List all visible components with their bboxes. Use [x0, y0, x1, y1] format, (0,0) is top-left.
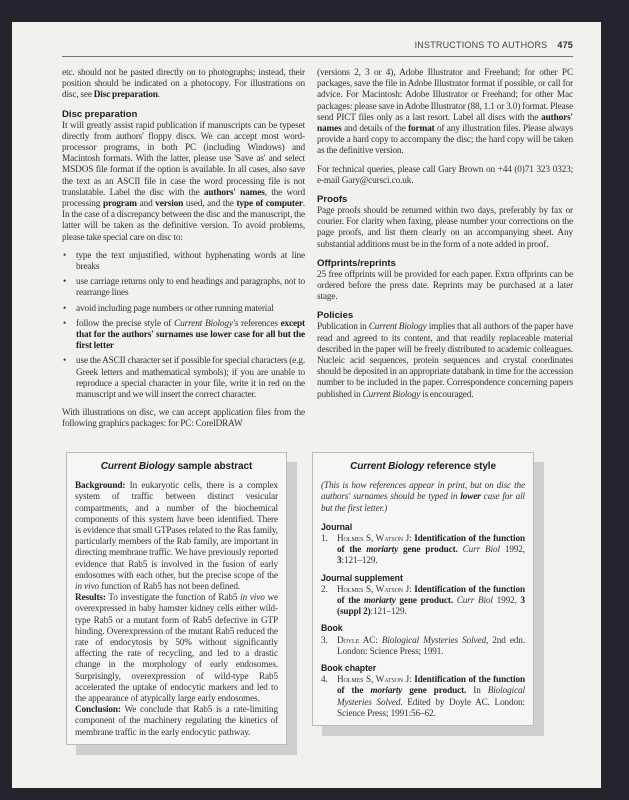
- bullet-item: [62, 304, 305, 315]
- reference-number: 2.: [321, 583, 328, 594]
- bullet-item: [62, 251, 305, 273]
- italic-text: Biological Mysteries Solved: [381, 634, 486, 645]
- text-run: Doyle AC: [337, 634, 376, 645]
- abstract-paragraph: [75, 704, 278, 738]
- bold-text: Background:: [75, 480, 126, 491]
- section-heading: [317, 194, 573, 206]
- text-run: we overexpressed in baby hamster kidney cells either wild-type Rab5 or a mutant form of Rab5 defective in GTP binding. Overexpression of the mutant Rab5 reduced the rate of endocytosis by 50% without significantly affecting the rate of recycling, and led to a drastic change in the morphology of early endosomes. Surprisingly, overexpression of wild-type Rab5 accelerated the uptake of endocytic markers and led to the appearance of atypically large early endosomes.: [75, 592, 278, 704]
- abstract-box-title: [75, 461, 278, 472]
- paragraph: [317, 68, 573, 158]
- text-run: :: [409, 583, 415, 594]
- text-run: 1992,: [492, 595, 521, 606]
- text-run: In eukaryotic cells, there is a complex system of traffic between distinct vesicular compartments, and a number of the biochemical components of this system have been identified. There is evidence that small GTPases related to the Ras family, particularly members of the Rab family, are important in directing membrane traffic. We have previously reported evidence that Rab5 is involved in the fusion of early endosomes with each other, but the precise scope of the: [75, 480, 278, 580]
- reference-type-heading: Journal: [321, 521, 353, 532]
- reference-type-heading: Book: [321, 623, 343, 634]
- bold-text: format: [408, 124, 435, 135]
- paragraph: [62, 121, 305, 244]
- text-run: Page proofs should be returned within two days, preferably by fax or courier. For clarity when faxing, please number your corrections on the page proofs, and list them clearly on an accompanying sheet. Any substantial additions must be in the form of a note added in proof.: [317, 206, 573, 250]
- text-run: (versions 2, 3 or 4), Adobe Illustrator and Freehand; for other PC packages, save the file in Adobe Illustrator format if possible, or call for advice. For Macintosh: Adobe Illustrator or Freehand; for other Mac packages: please save in Adobe Illustrator (88, 1.1 or 3.0) format. Please send PICT files only as a last resort. Label all discs with the: [317, 68, 573, 123]
- bold-text: Conclusion:: [75, 704, 121, 715]
- italic-text: Current Biology: [368, 322, 427, 333]
- bold-text: Identification of the function of the: [337, 674, 525, 696]
- paragraph: [317, 206, 573, 251]
- reference-box-title: [321, 461, 525, 472]
- bold-text: Identification of the function of the: [337, 583, 525, 606]
- text-run: type the text unjustified, without hyphenating words at line breaks: [76, 250, 305, 273]
- text-run: .: [157, 90, 160, 101]
- section-heading: [317, 310, 573, 322]
- text-run: , the word processing: [62, 187, 305, 210]
- bullet-item: [62, 277, 305, 299]
- title-journal-name: Current Biology: [350, 461, 425, 472]
- text-run: . In the case of a discrepancy between the disc and the manuscript, the latter will be taken as the definitive version. To avoid problems, please take special care on disc to:: [62, 199, 305, 243]
- text-run: case for all but the first letter.): [321, 491, 526, 513]
- text-run: Proofs: [317, 194, 348, 206]
- bold-text: lower: [460, 491, 481, 502]
- text-run: Holmes S, Watson J: [337, 674, 410, 685]
- section-heading: [317, 258, 573, 270]
- italic-text: Curr Biol: [456, 595, 493, 606]
- reference-sections: [321, 522, 525, 719]
- reference-note: [321, 480, 525, 514]
- abstract-body: [75, 480, 278, 738]
- text-run: :: [409, 533, 415, 544]
- text-run: use carriage returns only to end headings and paragraphs, not to rearrange lines: [76, 277, 305, 299]
- bullet-list: [62, 251, 305, 401]
- text-run: Policies: [317, 310, 354, 322]
- bold-text: 3: [337, 555, 342, 566]
- text-run: To investigate the function of Rab5: [105, 592, 241, 603]
- text-run: and: [136, 199, 156, 210]
- bold-text: except that for the authors' surnames use lower case for all but the first letter: [76, 318, 305, 352]
- right-column: [317, 68, 573, 408]
- reference-number: 1.: [321, 533, 328, 544]
- reference-type-heading: Journal supplement: [321, 572, 403, 583]
- text-run: :: [375, 634, 382, 645]
- text-run: use the ASCII character set if possible for special characters (e.g. Greek letters and mathematical symbols); if you are unable to reproduce a special character in your file, write it in red on the manuscript and we will insert the correct character.: [76, 356, 305, 401]
- italic-text: Current Biology's: [174, 318, 239, 329]
- page-number: 475: [557, 40, 573, 50]
- bold-text: version: [155, 199, 184, 210]
- title-rest: sample abstract: [174, 461, 253, 472]
- text-run: etc. should not be pasted directly on to photographs; instead, their position should be indicated on a photocopy. For illustrations on disc, see: [62, 68, 305, 101]
- bold-text: gene product.: [398, 544, 458, 555]
- bold-text: authors' names: [203, 187, 265, 198]
- reference-entry: [321, 533, 525, 567]
- sample-abstract-box: [66, 452, 287, 745]
- text-run: Disc preparation: [62, 108, 138, 120]
- italic-text: Curr Biol: [462, 544, 500, 555]
- title-rest: reference style: [424, 461, 496, 472]
- paragraph: [317, 165, 573, 187]
- text-run: Holmes S, Watson J: [337, 583, 410, 594]
- text-run: references: [238, 318, 281, 329]
- text-run: In: [466, 685, 488, 696]
- text-run: :: [409, 674, 415, 685]
- reference-entry: [321, 674, 525, 719]
- text-run: used, and the: [183, 199, 237, 210]
- running-title: INSTRUCTIONS TO AUTHORS: [414, 40, 548, 50]
- text-run: and details of the: [341, 124, 409, 135]
- text-run: avoid including page numbers or other running material: [76, 303, 274, 314]
- left-column: [62, 68, 305, 438]
- reference-number: 4.: [321, 674, 328, 685]
- bullet-item: [62, 356, 305, 401]
- paragraph: [317, 322, 573, 400]
- bold-text: type of computer: [236, 199, 303, 210]
- text-run: Holmes S, Watson J: [337, 533, 410, 544]
- italic-text: Biological Mysteries Solved: [337, 685, 525, 707]
- text-run: implies that all authors of the paper have read and agreed to its content, and that readily replaceable material described in the paper will be freely distributed to academic colleagues. Nucleic acid sequences, protein sequences and crystal coordinates should be deposited in an appropriate databank in time for the accession number to be included in the paper. Correspondence concerning papers published in: [317, 322, 573, 400]
- text-run: moriarty: [363, 595, 396, 606]
- text-run: :121–129.: [370, 606, 407, 617]
- bold-text: program: [102, 199, 137, 210]
- text-run: It will greatly assist rapid publication if manuscripts can be typeset directly from authors' floppy discs. We can accept most word-processor programs, in both PC (including Windows) and Macintosh formats. With the latter, please use 'Save as' and select MSDOS file format if the option is available. In all cases, also save the text as an ASCII file in case the word processing file is not translatable. Label the disc with the: [62, 120, 305, 198]
- paragraph: [317, 270, 573, 304]
- abstract-paragraph: [75, 480, 278, 592]
- bold-text: gene product.: [395, 595, 454, 606]
- text-run: (This is how references appear in print, but on disc the authors' surnames should be typed in: [321, 480, 525, 502]
- text-run: 25 free offprints will be provided for each paper. Extra offprints can be ordered before the press date. Reprints may be purchased at a later stage.: [317, 269, 573, 303]
- abstract-paragraph: [75, 592, 278, 704]
- text-run: function of Rab5 has not been defined.: [99, 581, 241, 592]
- bold-text: Identification of the function of the: [337, 533, 525, 555]
- text-run: With illustrations on disc, we can accept application files from the following graphics packages: for PC: CorelDRAW: [62, 408, 305, 430]
- reference-style-box: [312, 452, 534, 726]
- bold-text: gene product.: [402, 685, 467, 696]
- paragraph: [62, 408, 305, 430]
- text-run: . Edited by Doyle AC. London: Science Press; 1991:56–62.: [337, 696, 525, 718]
- text-run: Publication in: [317, 322, 369, 333]
- text-run: We conclude that Rab5 is a rate-limiting component of the machinery regulating the kinetics of membrane traffic in the early endocytic pathway.: [75, 704, 278, 737]
- text-run: Offprints/reprints: [317, 257, 396, 269]
- bold-text: Disc preparation: [93, 90, 158, 101]
- bold-text: 3 (suppl 2): [337, 595, 525, 617]
- paragraph: [62, 68, 305, 102]
- text-run: 1992,: [499, 544, 525, 555]
- italic-text: in vivo: [240, 592, 265, 603]
- bullet-item: [62, 319, 305, 353]
- bold-text: authors' names: [317, 112, 573, 135]
- italic-text: Current Biology: [362, 389, 421, 400]
- text-run: , 2nd edn. London: Science Press; 1991.: [337, 634, 525, 656]
- text-run: of any illustration files. Please always provide a hard copy to accompany the disc; the hard copy will be taken as the definitive version.: [317, 124, 573, 157]
- reference-type-heading: Book chapter: [321, 663, 377, 674]
- reference-number: 3.: [321, 634, 328, 645]
- text-run: For technical queries, please call Gary Brown on +44 (0)71 323 0323; e-mail Gary@cursci.co.uk.: [317, 164, 573, 186]
- bold-text: Results:: [75, 592, 106, 603]
- reference-entry: [321, 635, 525, 657]
- running-header: [62, 40, 573, 50]
- text-run: moriarty: [370, 685, 403, 696]
- italic-text: in vivo: [75, 581, 100, 592]
- section-heading: [62, 109, 305, 121]
- text-run: is encouraged.: [420, 389, 474, 400]
- reference-entry: [321, 584, 525, 618]
- text-run: :121–129.: [341, 555, 378, 566]
- text-run: follow the precise style of: [76, 318, 175, 329]
- text-run: moriarty: [366, 544, 399, 555]
- title-journal-name: Current Biology: [100, 461, 175, 472]
- header-rule: [62, 56, 573, 57]
